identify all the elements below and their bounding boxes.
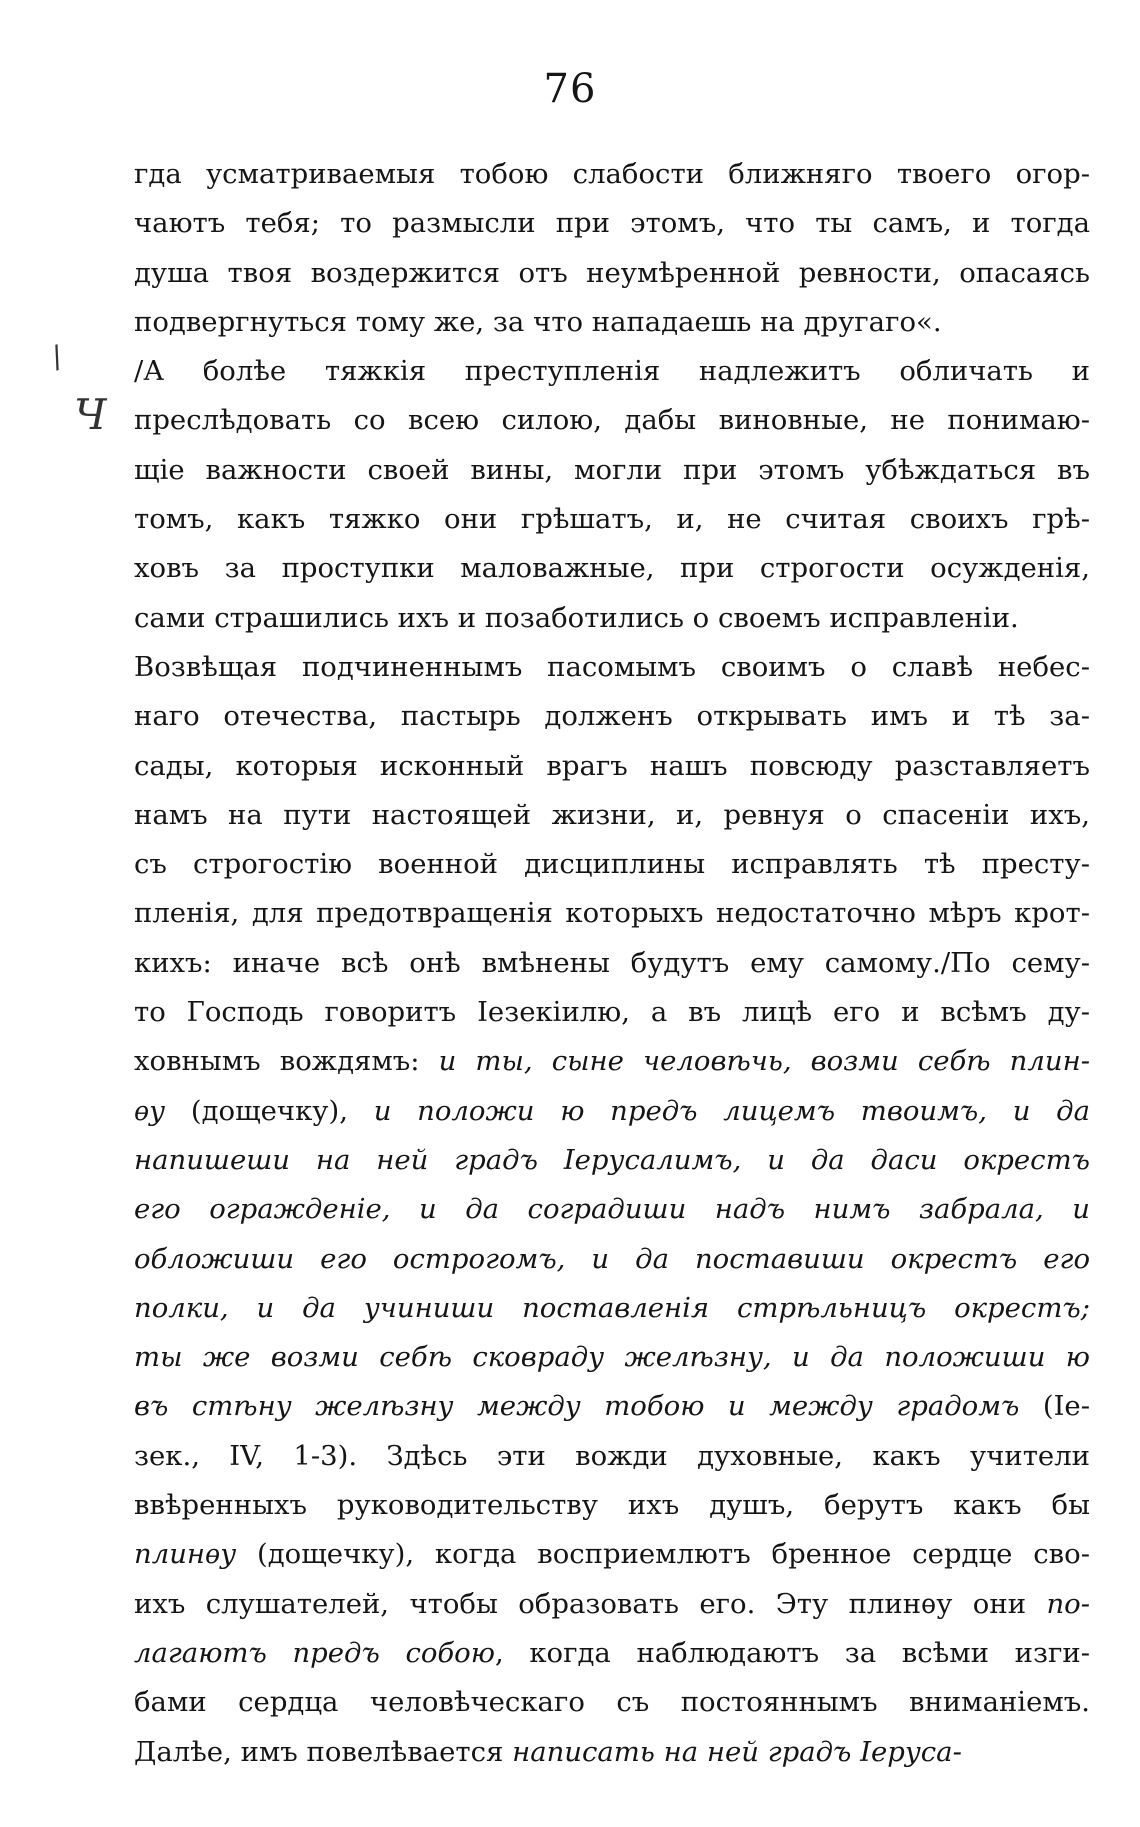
- text-line: [134, 1136, 1090, 1185]
- text-line: [134, 1333, 1090, 1382]
- text-line: [134, 1580, 1090, 1629]
- italic-text-segment: по-: [1046, 1587, 1090, 1620]
- text-segment: кихъ: иначе всѣ онѣ вмѣнены будутъ ему самому./По сему-: [134, 946, 1090, 979]
- page-number: 76: [543, 66, 597, 112]
- body-text: [134, 150, 1090, 1777]
- text-line: [134, 1481, 1090, 1530]
- text-line: [134, 1629, 1090, 1678]
- text-segment: намъ на пути настоящей жизни, и, ревнуя о спасеніи ихъ,: [134, 798, 1090, 831]
- italic-text-segment: его огражденіе, и да соградиши надъ нимъ забрала, и: [134, 1193, 1090, 1226]
- text-line: [134, 643, 1090, 692]
- text-line: [134, 594, 1090, 643]
- text-line: [134, 249, 1090, 298]
- text-segment: подвергнуться тому же, за что нападаешь на другаго«.: [134, 305, 942, 338]
- text-segment: то Господь говоритъ Іезекіилю, а въ лицѣ его и всѣмъ ду-: [134, 996, 1090, 1029]
- text-segment: /А болѣе тяжкія преступленія надлежитъ обличать и: [134, 355, 1090, 388]
- italic-text-segment: плинѳу: [134, 1538, 237, 1571]
- text-segment: Возвѣщая подчиненнымъ пасомымъ своимъ о славѣ небес-: [134, 650, 1090, 683]
- text-line: [134, 1185, 1090, 1234]
- text-segment: (дощечку), когда восприемлютъ бренное сердце сво-: [236, 1538, 1090, 1571]
- italic-text-segment: ты же возми себѣ сковраду желѣзну, и да положиши ю: [134, 1341, 1090, 1374]
- text-line: [134, 1037, 1090, 1086]
- text-segment: наго отечества, пастырь долженъ открывать имъ и тѣ за-: [134, 700, 1090, 733]
- text-segment: бами сердца человѣческаго съ постояннымъ вниманіемъ.: [134, 1686, 1090, 1719]
- text-segment: , когда наблюдаютъ за всѣми изги-: [494, 1636, 1090, 1669]
- margin-slash-mark: /: [46, 339, 68, 376]
- italic-text-segment: ѳу: [134, 1094, 166, 1127]
- text-line: [134, 150, 1090, 199]
- text-segment: (Іе-: [1019, 1390, 1090, 1423]
- text-line: [134, 495, 1090, 544]
- text-line: [134, 298, 1090, 347]
- text-line: [134, 1530, 1090, 1579]
- text-line: [134, 1728, 1090, 1777]
- text-segment: Далѣе, имъ повелѣвается: [134, 1735, 513, 1768]
- text-segment: ховъ за проступки маловажные, при строгости осужденія,: [134, 552, 1090, 585]
- italic-text-segment: лагаютъ предъ собою: [134, 1636, 495, 1669]
- text-segment: ховнымъ вождямъ:: [134, 1045, 439, 1078]
- text-line: [134, 1432, 1090, 1481]
- text-segment: преслѣдовать со всею силою, дабы виновные, не понимаю-: [134, 404, 1090, 437]
- text-line: [134, 347, 1090, 396]
- text-segment: гда усматриваемыя тобою слабости ближняго твоего огор-: [134, 158, 1090, 190]
- text-segment: (дощечку),: [165, 1094, 374, 1127]
- italic-text-segment: въ стѣну желѣзну между тобою и между градомъ: [134, 1390, 1020, 1423]
- text-line: [134, 199, 1090, 248]
- text-segment: ввѣренныхъ руководительству ихъ душъ, берутъ какъ бы: [134, 1489, 1090, 1522]
- text-line: [134, 939, 1090, 988]
- text-line: [134, 1235, 1090, 1284]
- italic-text-segment: и положи ю предъ лицемъ твоимъ, и да: [373, 1094, 1090, 1127]
- italic-text-segment: напишеши на ней градъ Іерусалимъ, и да даси окрестъ: [134, 1143, 1090, 1176]
- text-line: [134, 446, 1090, 495]
- text-line: [134, 889, 1090, 938]
- text-line: [134, 396, 1090, 445]
- text-line: [134, 1284, 1090, 1333]
- italic-text-segment: написать на ней градъ Іеруса-: [512, 1735, 962, 1768]
- text-segment: чаютъ тебя; то размысли при этомъ, что ты самъ, и тогда: [134, 207, 1090, 240]
- text-line: [134, 1678, 1090, 1727]
- text-segment: съ строгостію военной дисциплины исправлять тѣ престу-: [134, 848, 1090, 881]
- text-line: [134, 1382, 1090, 1431]
- text-segment: сады, которыя исконный врагъ нашъ повсюду разставляетъ: [134, 749, 1090, 782]
- text-line: [134, 988, 1090, 1037]
- margin-handwritten-mark: Ч: [74, 390, 107, 439]
- text-segment: сами страшились ихъ и позаботились о своемъ исправленіи.: [134, 601, 1019, 634]
- italic-text-segment: и ты, сыне человѣчь, возми себѣ плин-: [438, 1045, 1090, 1078]
- text-segment: ихъ слушателей, чтобы образовать его. Эту плинѳу они: [134, 1587, 1047, 1620]
- text-segment: душа твоя воздержится отъ неумѣренной ревности, опасаясь: [134, 256, 1090, 289]
- text-line: [134, 1087, 1090, 1136]
- text-line: [134, 544, 1090, 593]
- italic-text-segment: полки, и да учиниши поставленія стрѣльницъ окрестъ;: [134, 1291, 1090, 1324]
- text-line: [134, 742, 1090, 791]
- text-line: [134, 791, 1090, 840]
- text-segment: зек., IV, 1-3). Здѣсь эти вожди духовные, какъ учители: [134, 1439, 1090, 1472]
- text-segment: томъ, какъ тяжко они грѣшатъ, и, не считая своихъ грѣ-: [134, 503, 1090, 536]
- text-line: [134, 692, 1090, 741]
- italic-text-segment: обложиши его острогомъ, и да поставиши окрестъ его: [134, 1242, 1090, 1275]
- text-segment: щіе важности своей вины, могли при этомъ убѣждаться въ: [134, 453, 1090, 486]
- text-segment: пленія, для предотвращенія которыхъ недостаточно мѣръ крот-: [134, 897, 1090, 930]
- text-line: [134, 840, 1090, 889]
